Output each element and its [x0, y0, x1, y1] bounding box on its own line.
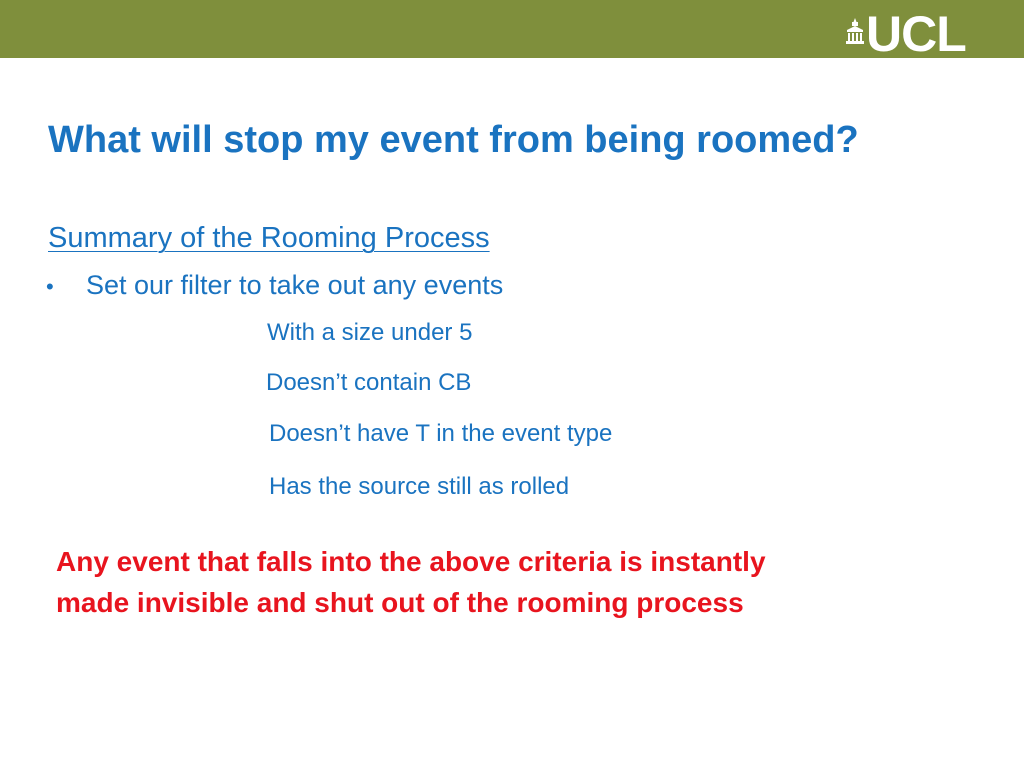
criterion-source: Has the source still as rolled	[269, 473, 570, 500]
bullet-icon: •	[46, 274, 54, 299]
section-subtitle: Summary of the Rooming Process	[48, 222, 490, 254]
bullet-item	[46, 268, 503, 304]
warning-text	[56, 541, 986, 623]
portico-icon	[846, 18, 864, 44]
logo-text: UCL	[866, 6, 966, 62]
warning-line-1: Any event that falls into the above criteria is instantly	[56, 546, 766, 577]
criterion-cb: Doesn’t contain CB	[266, 369, 472, 396]
header-bar	[0, 0, 1024, 62]
bullet-text: Set our filter to take out any events	[86, 270, 504, 300]
criterion-size: With a size under 5	[267, 319, 473, 346]
ucl-logo	[846, 6, 966, 62]
warning-line-2: made invisible and shut out of the rooming process	[56, 587, 744, 618]
page-title: What will stop my event from being roomed?	[48, 119, 859, 161]
criterion-event-type: Doesn’t have T in the event type	[269, 420, 613, 447]
